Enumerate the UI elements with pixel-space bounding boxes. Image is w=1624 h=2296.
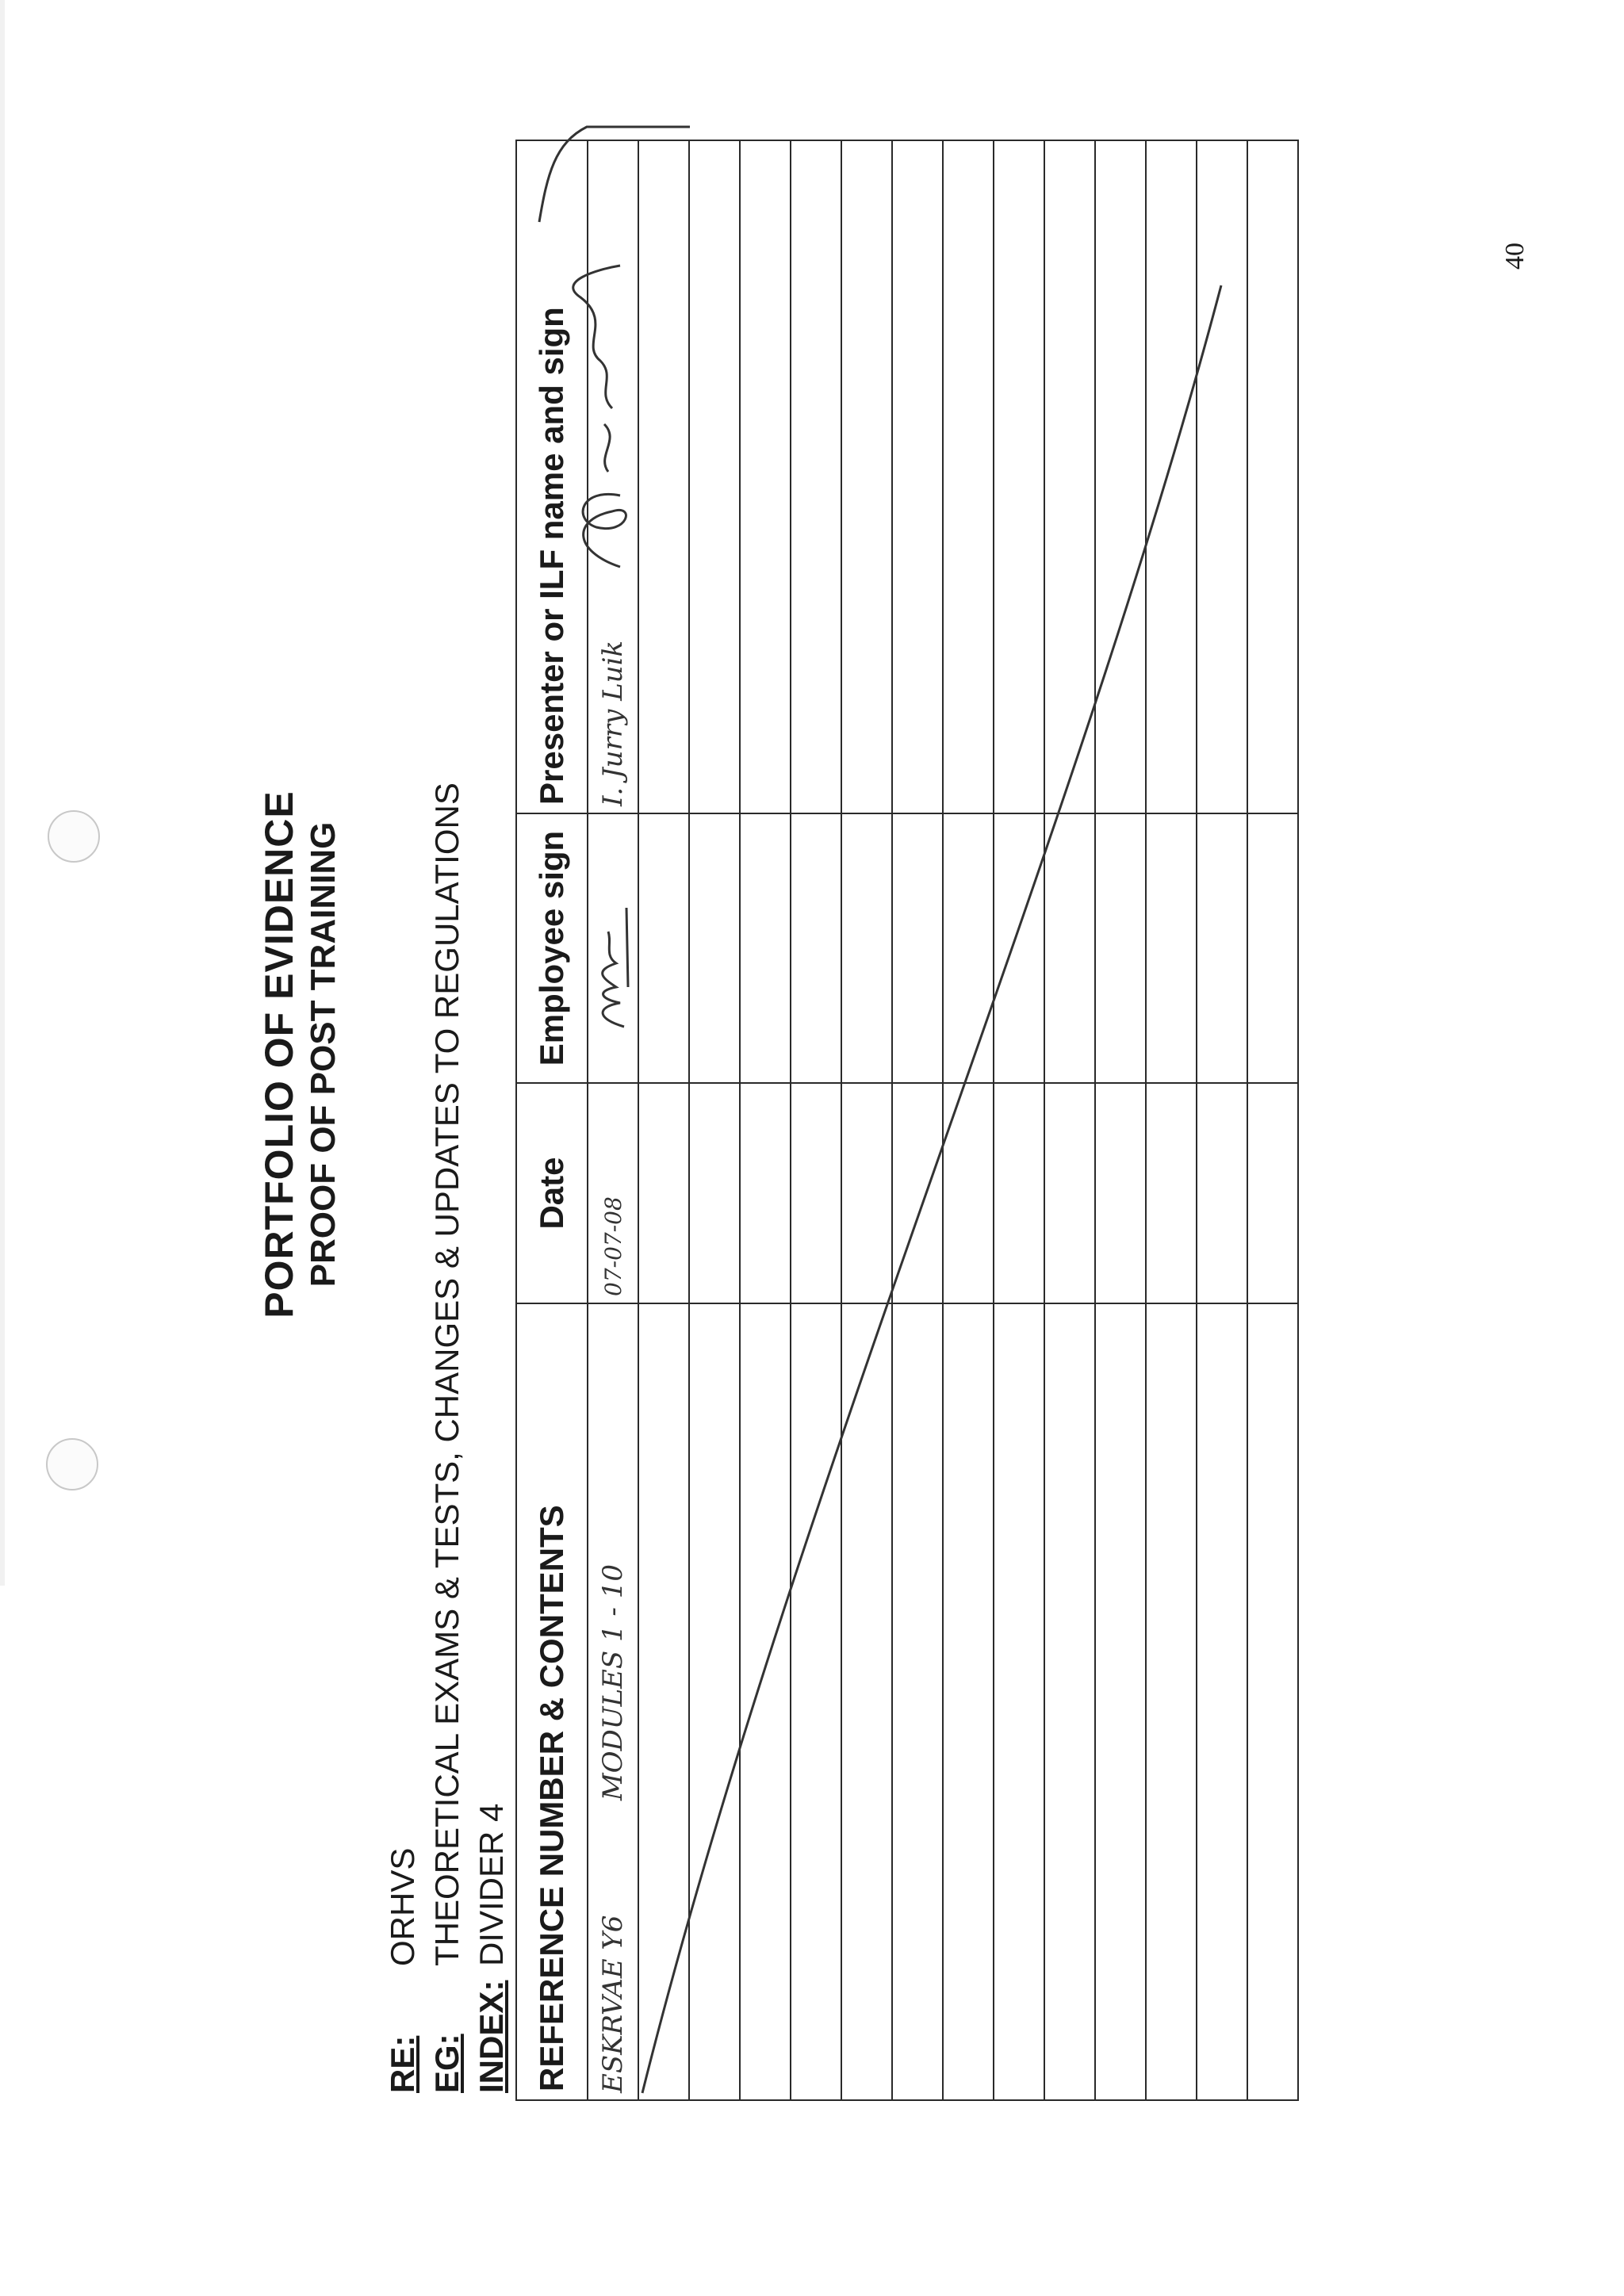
employee-sign-cell bbox=[588, 813, 638, 1083]
table-row bbox=[689, 140, 740, 2100]
employee-sign-cell bbox=[841, 813, 892, 1083]
table-row bbox=[1146, 140, 1197, 2100]
presenter-cell bbox=[1044, 140, 1095, 813]
eg-value: THEORETICAL EXAMS & TESTS, CHANGES & UPDATES TO REGULATIONS bbox=[428, 783, 465, 1966]
date-cell bbox=[1197, 1083, 1247, 1303]
column-header-presenter: Presenter or ILF name and sign bbox=[516, 140, 588, 813]
table-row bbox=[791, 140, 841, 2100]
table-row bbox=[1247, 140, 1298, 2100]
presenter-cell bbox=[892, 140, 943, 813]
employee-sign-cell bbox=[1197, 813, 1247, 1083]
document-subtitle: PROOF OF POST TRAINING bbox=[304, 821, 343, 1288]
table-row bbox=[994, 140, 1044, 2100]
employee-sign-cell bbox=[740, 813, 791, 1083]
presenter-cell bbox=[1197, 140, 1247, 813]
table-row bbox=[740, 140, 791, 2100]
employee-sign-cell bbox=[1146, 813, 1197, 1083]
reference-cell bbox=[1197, 1303, 1247, 2100]
presenter-cell bbox=[1247, 140, 1298, 813]
date-cell bbox=[689, 1083, 740, 1303]
presenter-cell bbox=[791, 140, 841, 813]
presenter-cell bbox=[588, 140, 638, 813]
presenter-cell bbox=[740, 140, 791, 813]
meta-block bbox=[381, 783, 514, 2093]
date-cell bbox=[1095, 1083, 1146, 1303]
presenter-cell bbox=[943, 140, 994, 813]
reference-cell bbox=[1247, 1303, 1298, 2100]
presenter-cell bbox=[994, 140, 1044, 813]
evidence-table-wrap bbox=[515, 141, 1299, 2101]
reference-cell bbox=[791, 1303, 841, 2100]
reference-cell bbox=[994, 1303, 1044, 2100]
table-body bbox=[588, 140, 1298, 2100]
table-row bbox=[638, 140, 689, 2100]
reference-contents: MODULES 1 - 10 bbox=[597, 1564, 629, 1801]
eg-label: EG: bbox=[428, 2034, 465, 2093]
reference-cell bbox=[841, 1303, 892, 2100]
table-row bbox=[892, 140, 943, 2100]
date-cell bbox=[638, 1083, 689, 1303]
reference-cell bbox=[943, 1303, 994, 2100]
document-title: PORTFOLIO OF EVIDENCE bbox=[257, 790, 301, 1318]
employee-sign-cell bbox=[943, 813, 994, 1083]
presenter-cell bbox=[1146, 140, 1197, 813]
date-cell bbox=[791, 1083, 841, 1303]
date-cell bbox=[1247, 1083, 1298, 1303]
meta-row-index bbox=[469, 783, 514, 2093]
employee-sign-cell bbox=[892, 813, 943, 1083]
date-cell bbox=[994, 1083, 1044, 1303]
page-number: 40 bbox=[1500, 243, 1530, 270]
meta-row-eg bbox=[425, 783, 469, 2093]
employee-sign-cell bbox=[689, 813, 740, 1083]
date-cell bbox=[892, 1083, 943, 1303]
column-header-reference: REFERENCE NUMBER & CONTENTS bbox=[516, 1303, 588, 2100]
reference-cell bbox=[1044, 1303, 1095, 2100]
re-value: ORHVS bbox=[384, 1847, 421, 1966]
evidence-table bbox=[515, 140, 1299, 2101]
column-header-date: Date bbox=[516, 1083, 588, 1303]
date-value: 07-07-08 bbox=[599, 1196, 626, 1296]
meta-row-re bbox=[381, 783, 425, 2093]
reference-cell bbox=[740, 1303, 791, 2100]
table-row bbox=[588, 140, 638, 2100]
reference-cell bbox=[588, 1303, 638, 2100]
title-block bbox=[255, 618, 344, 1490]
date-cell bbox=[588, 1083, 638, 1303]
employee-signature bbox=[588, 876, 636, 1035]
re-label: RE: bbox=[384, 2035, 421, 2093]
column-header-employee-sign: Employee sign bbox=[516, 813, 588, 1083]
date-cell bbox=[740, 1083, 791, 1303]
presenter-cell bbox=[638, 140, 689, 813]
table-row bbox=[1197, 140, 1247, 2100]
employee-sign-cell bbox=[638, 813, 689, 1083]
date-cell bbox=[943, 1083, 994, 1303]
table-row bbox=[1095, 140, 1146, 2100]
reference-cell bbox=[892, 1303, 943, 2100]
reference-cell bbox=[1095, 1303, 1146, 2100]
employee-sign-cell bbox=[1095, 813, 1146, 1083]
reference-code: ESKRVAE Y6 bbox=[597, 1915, 629, 2093]
presenter-cell bbox=[841, 140, 892, 813]
table-row bbox=[943, 140, 994, 2100]
table-row bbox=[841, 140, 892, 2100]
index-label: INDEX: bbox=[473, 1980, 510, 2093]
index-value: DIVIDER 4 bbox=[473, 1803, 510, 1966]
date-cell bbox=[1146, 1083, 1197, 1303]
reference-cell bbox=[1146, 1303, 1197, 2100]
employee-sign-cell bbox=[791, 813, 841, 1083]
table-row bbox=[1044, 140, 1095, 2100]
reference-cell bbox=[689, 1303, 740, 2100]
reference-cell bbox=[638, 1303, 689, 2100]
presenter-signature bbox=[565, 250, 644, 583]
employee-sign-cell bbox=[994, 813, 1044, 1083]
employee-sign-cell bbox=[1247, 813, 1298, 1083]
presenter-name: I. Jurry Luik bbox=[597, 640, 629, 806]
presenter-cell bbox=[1095, 140, 1146, 813]
presenter-cell bbox=[689, 140, 740, 813]
date-cell bbox=[841, 1083, 892, 1303]
employee-sign-cell bbox=[1044, 813, 1095, 1083]
date-cell bbox=[1044, 1083, 1095, 1303]
